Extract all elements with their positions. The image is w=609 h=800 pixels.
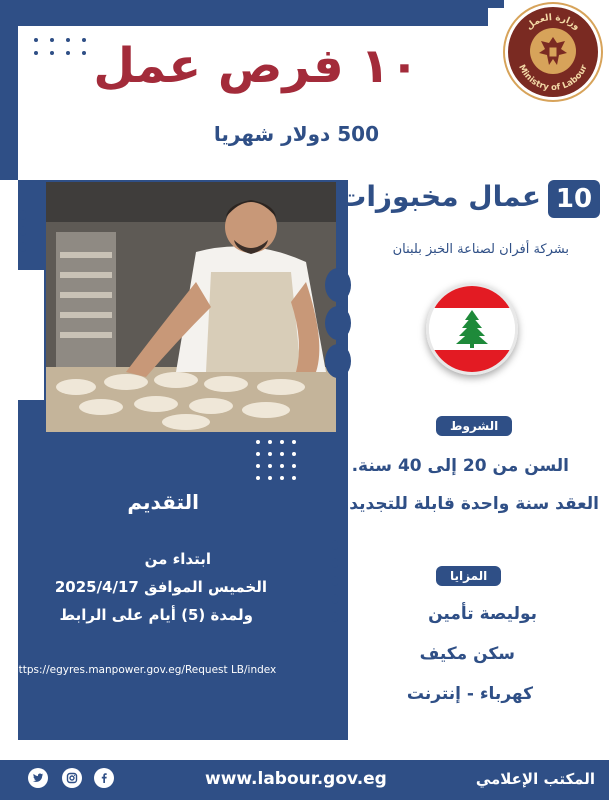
panel-inset (18, 270, 44, 400)
website-link[interactable]: www.labour.gov.eg (205, 769, 387, 789)
apply-date-text: الخميس الموافق 2025/4/17 (54, 578, 267, 596)
facebook-icon[interactable] (94, 768, 114, 788)
job-count-badge: 10 (548, 180, 600, 218)
condition-item: السن من 20 إلى 40 سنة. (351, 456, 569, 476)
instagram-icon[interactable] (62, 768, 82, 788)
apply-link[interactable]: https://egyres.manpower.gov.eg/Request LB/index (12, 664, 277, 676)
logo-arabic-text: وزارة العمل (524, 12, 582, 33)
decor-bubble (325, 344, 351, 378)
media-office-text: المكتب الإعلامي (475, 770, 595, 788)
benefit-item: كهرباء - إنترنت (406, 684, 533, 704)
dots-decoration-left (20, 210, 28, 270)
eagle-icon (530, 28, 576, 74)
job-title: عمال مخبوزات (338, 180, 541, 213)
twitter-icon[interactable] (28, 768, 48, 788)
apply-start-text: ابتداء من (144, 550, 211, 568)
page-title: ١٠ فرص عمل (93, 38, 419, 94)
benefits-label: المزايا (436, 566, 501, 586)
conditions-label: الشروط (436, 416, 512, 436)
apply-duration-text: ولمدة (5) أيام على الرابط (59, 606, 253, 624)
top-banner-bar (0, 0, 488, 26)
decor-bubble (325, 306, 351, 340)
dots-decoration-mid (332, 540, 340, 630)
left-side-bar (0, 0, 18, 180)
dots-decoration-top (34, 36, 94, 60)
decor-bubble (325, 268, 351, 302)
benefit-item: بوليصة تأمين (428, 604, 537, 624)
top-banner-accent (488, 0, 504, 8)
salary-text: 500 دولار شهريا (213, 122, 379, 146)
company-text: بشركة أفران لصناعة الخبز بلبنان (392, 242, 569, 257)
dots-decoration-panel (256, 440, 316, 482)
lebanon-flag-icon (426, 283, 518, 375)
benefit-item: سكن مكيف (419, 644, 515, 664)
apply-heading: التقديم (127, 490, 199, 514)
baker-photo (46, 182, 336, 432)
condition-item: العقد سنة واحدة قابلة للتجديد. (342, 494, 599, 514)
logo-english-text: Ministry of Labour (516, 63, 590, 94)
